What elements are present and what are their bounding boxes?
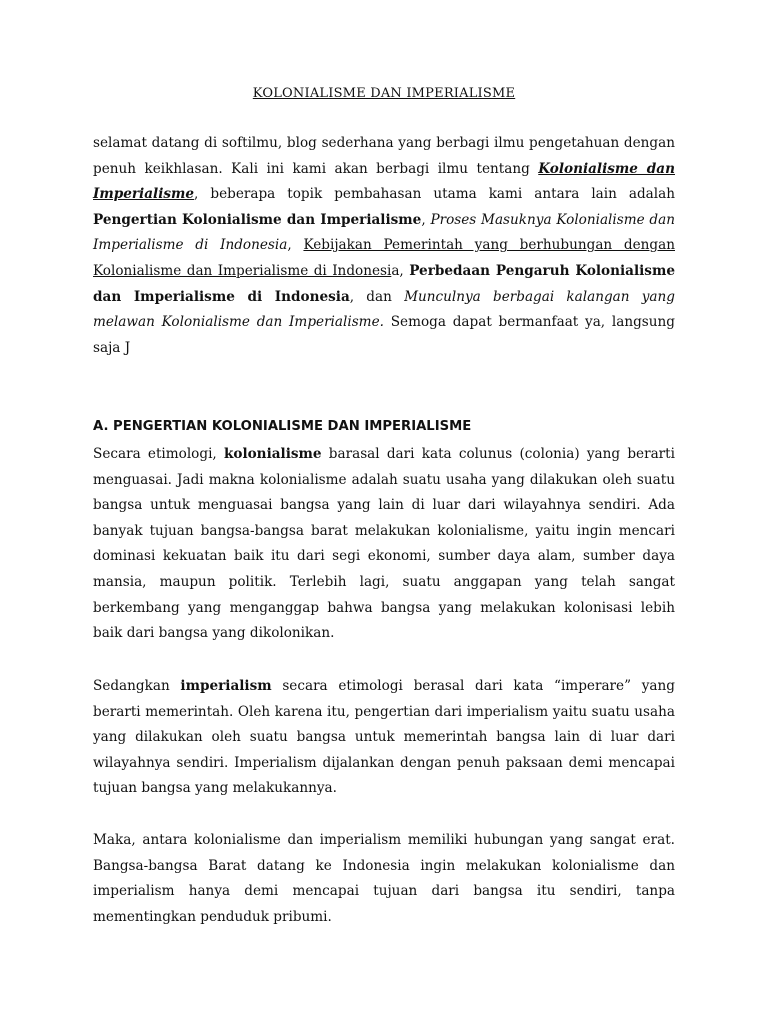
imperialism-paragraph [93,674,675,802]
intro-text-5: a, [391,262,410,279]
intro-text-2: , beberapa topik pembahasan utama kami antara lain adalah [194,186,675,203]
kolonialisme-text-1: Secara etimologi, [93,446,224,462]
intro-item-munculnya: Munculnya berbagai kalangan yang melawan Kolonialisme dan Imperialisme. [93,288,675,331]
imperialism-term: imperialism [180,678,272,694]
intro-item-perbedaan: Perbedaan Pengaruh Kolonialisme dan Imperialisme di Indonesia [93,262,675,305]
intro-text-3: , [421,211,431,228]
imperialism-text-1: Sedangkan [93,678,181,694]
intro-item-pengertian: Pengertian Kolonialisme dan Imperialisme [93,211,422,228]
intro-paragraph [93,131,675,361]
intro-text-1: selamat datang di softilmu, blog sederhana yang berbagi ilmu pengetahuan dengan penuh keikhlasan. Kali ini kami akan berbagi ilmu tentang [93,135,675,177]
document-title: KOLONIALISME DAN IMPERIALISME [252,86,516,101]
imperialism-text-2: secara etimologi berasal dari kata “imperare” yang berarti memerintah. Oleh karena itu, pengertian dari imperialism yaitu suatu usaha yang dilakukan oleh suatu bangsa untuk memerintah bangsa lain di luar dari wilayahnya sendiri. Imperialism dijalankan dengan penuh paksaan demi mencapai tujuan bangsa yang melakukannya. [93,678,675,797]
relationship-paragraph: Maka, antara kolonialisme dan imperialism memiliki hubungan yang sangat erat. Bangsa-bangsa Barat datang ke Indonesia ingin melakukan kolonialisme dan imperialism hanya demi mencapai tujuan dari bangsa itu sendiri, tanpa mementingkan penduduk pribumi. [93,832,675,925]
intro-text-6: , dan [349,288,405,305]
kolonialisme-text-2: barasal dari kata colunus (colonia) yang berarti menguasai. Jadi makna kolonialisme adalah suatu usaha yang dilakukan oleh suatu bangsa untuk menguasai bangsa yang lain di luar dari wilayahnya sendiri. Ada banyak tujuan bangsa-bangsa barat melakukan kolonialisme, yaitu ingin mencari dominasi kekuatan baik itu dari segi ekonomi, sumber daya alam, sumber daya mansia, maupun politik. Terlebih lagi, suatu anggapan yang telah sangat berkembang yang menganggap bahwa bangsa yang melakukan kolonisasi lebih baik dari bangsa yang dikolonikan. [93,446,675,642]
section-heading-a: A. PENGERTIAN KOLONIALISME DAN IMPERIALISME [93,419,472,434]
intro-item-proses: Proses Masuknya Kolonialisme dan Imperialisme di Indonesia [93,211,675,254]
intro-text-7: Semoga dapat bermanfaat ya, langsung saja J [93,314,675,356]
kolonialisme-paragraph [93,442,675,647]
intro-item-kebijakan: Kebijakan Pemerintah yang berhubungan dengan Kolonialisme dan Imperialisme di Indonesi [93,237,675,279]
intro-text-4: , [287,237,304,254]
kolonialisme-term: kolonialisme [223,446,322,462]
intro-topic: Kolonialisme dan Imperialisme [93,160,675,203]
